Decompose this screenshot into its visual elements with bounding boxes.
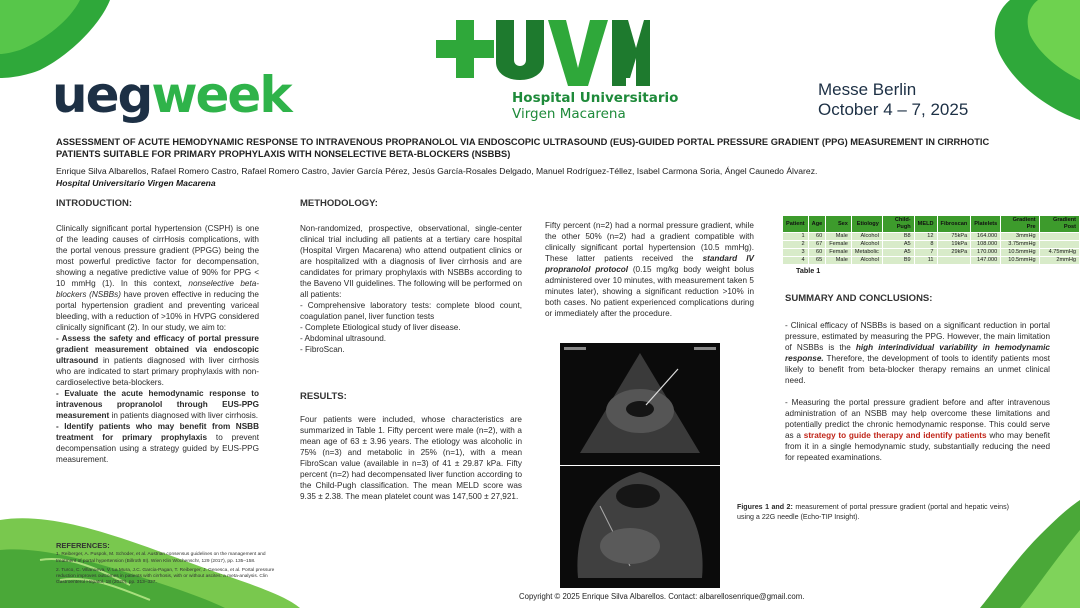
table-header: Patient: [783, 216, 809, 233]
table-header: Sex: [826, 216, 852, 233]
table-cell: 147.000: [971, 257, 1001, 265]
table-row: [783, 241, 1080, 249]
figure-1-ultrasound: [560, 343, 720, 465]
table-cell: 3: [783, 249, 809, 257]
summary-heading: SUMMARY AND CONCLUSIONS:: [785, 293, 933, 304]
event-venue: Messe Berlin: [818, 80, 917, 99]
poster-title: ASSESSMENT OF ACUTE HEMODYNAMIC RESPONSE TO INTRAVENOUS PROPRANOLOL VIA ENDOSCOPIC ULTRASOUND (EUS)-GUIDED PORTAL PRESSURE GRADIENT (PPG) MEASUREMENT IN CIRRHOTIC PATIENTS SUITABLE FOR PRIMARY PROPHYLAXIS WITH NONSELECTIVE BETA-BLOCKERS (NSBBS): [56, 137, 990, 159]
table-cell: Metabolic: [851, 249, 882, 257]
table-cell: 19kPa: [937, 241, 971, 249]
reference-1: 1. Reiberger, A. Puspok, M. Schoder, et al. Austrian consensus guidelines on the management and treatment of portal hypertension (Billroth III). Wien Klin Wochenschr, 129 (2017), pp. 135–158.: [56, 552, 266, 564]
table-cell: 3mmHg: [1001, 233, 1039, 241]
table-cell: Alcohol: [851, 241, 882, 249]
table-cell: Female: [826, 241, 852, 249]
table-header: Gradient Pre: [1001, 216, 1039, 233]
references: [56, 543, 276, 590]
summary-body: - Clinical efficacy of NSBBs is based on a significant reduction in portal pressure, estimated by measuring the PPG. However, the main limitation of NSBBs is the high interindividual variability in hemodynamic response. Therefore, the development of tools to identify patients most likely to benefit from beta-blocker therapy remains an unmet clinical need. - Measuring the portal pressure gradient before and after intravenous administration of an NSBB may help overcome these limitations and potentially predict the chronic hemodynamic response. This could serve as a strategy to guide therapy and identify patients who may benefit from it in a single hemodynamic study, substantially reducing the need for repeated examinations.: [785, 321, 1050, 462]
figure-2-ultrasound: [560, 466, 720, 588]
table-cell: Male: [826, 233, 852, 241]
table-header: Etiology: [851, 216, 882, 233]
table-header: MELD: [914, 216, 937, 233]
table-cell: 8: [914, 241, 937, 249]
table-caption: Table 1: [796, 266, 821, 275]
table-header: Platelets: [971, 216, 1001, 233]
poster-authors: Enrique Silva Albarellos, Rafael Romero Castro, Rafael Romero Castro, Javier García Pérez, Jesús García-Rosales Delgado, Manuel Rodríguez-Téllez, Isabel Carmona Soria, Ángel Caunedo Álvarez.: [56, 166, 818, 176]
table-cell: 10.5mmHg: [1001, 249, 1039, 257]
results-body-1: Four patients were included, whose characteristics are summarized in Table 1. Fifty percent were male (n=2), with a mean age of 63 ± 3.96 years. The etiology was alcoholic in 75% (n=3) and metabolic in 25% (n=1), with a mean FibroScan value (available in n=3) of 41 ± 29.87 kPa. Fifty percent (n=2) had decompensated liver function according to the Child-Pugh classification. The mean MELD score was 9.35 ± 2.38. The mean platelet count was 147,500 ± 27,921.: [300, 415, 522, 501]
table-cell: 7: [914, 249, 937, 257]
table-cell: Male: [826, 257, 852, 265]
table-cell: 29kPa: [937, 249, 971, 257]
table-row: [783, 257, 1080, 265]
hospital-name: [512, 90, 678, 122]
methodology-heading: METHODOLOGY:: [300, 198, 378, 209]
table-cell: 60: [808, 249, 826, 257]
week-logo-text: week: [151, 66, 291, 124]
table-cell: 4: [783, 257, 809, 265]
table-row: [783, 233, 1080, 241]
table-cell: 108.000: [971, 241, 1001, 249]
table-cell: B8: [882, 233, 914, 241]
results-body-2: Fifty percent (n=2) had a normal pressure gradient, while the other 50% (n=2) had a gradient compatible with clinically significant portal hypertension (10.5 mmHg). These latter patients received the standard IV propranolol protocol (0.15 mg/kg body weight bolus administered over 10 minutes, with measurement taken 5 minutes later), showing a significant reduction >10% in both cases. No patient experienced complications during or immediately after the procedure.: [545, 221, 754, 318]
table-row: [783, 249, 1080, 257]
table-cell: 10.5mmHg: [1001, 257, 1039, 265]
table-cell: A5: [882, 249, 914, 257]
table-cell: 1: [783, 233, 809, 241]
table-cell: 2: [783, 241, 809, 249]
table-1: [782, 215, 1080, 265]
table-cell: 3.75mmHg: [1001, 241, 1039, 249]
methodology-body: Non-randomized, prospective, observational, single-center clinical trial including all patients at a tertiary care hospital (Hospital Virgen Macarena) who attend outpatient clinics or are hospitalized with a diagnosis of liver cirrhosis and are candidates for primary prophylaxis with NSBBs according to the Baveno VII guidelines. The following will be performed on all patients: - Comprehensive laboratory tests: complete blood count, coagulation panel, liver function tests - Complete Etiological study of liver disease. - Abdominal ultrasound. - FibroScan.: [300, 224, 522, 354]
ueg-week-logo: [52, 66, 291, 124]
table-cell: 12: [914, 233, 937, 241]
event-dates: October 4 – 7, 2025: [818, 100, 969, 119]
reference-2: 2. Turco, C. Villanueva, V. La Mura, J.C. Garcia-Pagan, T. Reiberger, J. Genesca, et al. Portal pressure reduction improves outcomes in patients with cirrhosis, with or without ascites: a meta-analysis. Clin Gastroenterol Hepatol, 18 (2020), pp. 313–327.: [56, 567, 275, 586]
table-cell: Female: [826, 249, 852, 257]
results-heading: RESULTS:: [300, 391, 347, 402]
ueg-logo-text: ueg: [52, 66, 152, 124]
table-cell: 65: [808, 257, 826, 265]
table-header-row: [783, 216, 1080, 233]
table-cell: B9: [882, 257, 914, 265]
references-heading: REFERENCES:: [56, 541, 110, 550]
table-cell: Alcohol: [851, 233, 882, 241]
footer-copyright: Copyright © 2025 Enrique Silva Albarellos. Contact: albarellosenrique@gmail.com.: [519, 592, 805, 601]
table-header: Gradient Post: [1039, 216, 1079, 233]
table-cell: 2mmHg: [1039, 257, 1079, 265]
event-info: [818, 80, 968, 120]
table-cell: 60: [808, 233, 826, 241]
table-cell: 75kPa: [937, 233, 971, 241]
table-cell: 11: [914, 257, 937, 265]
figure-caption: Figures 1 and 2: measurement of portal pressure gradient (portal and hepatic veins) using a 22G needle (Echo-TIP Insight).: [737, 503, 1009, 521]
table-cell: 67: [808, 241, 826, 249]
table-cell: Alcohol: [851, 257, 882, 265]
table-cell: 4.75mmHg: [1039, 249, 1079, 257]
introduction-heading: INTRODUCTION:: [56, 198, 132, 209]
table-header: Age: [808, 216, 826, 233]
table-cell: [1039, 241, 1079, 249]
huvm-logo: [436, 18, 650, 90]
hospital-name-line2: Virgen Macarena: [512, 106, 626, 122]
table-header: Child-Pugh: [882, 216, 914, 233]
table-cell: 164.000: [971, 233, 1001, 241]
table-cell: [937, 257, 971, 265]
table-cell: [1039, 233, 1079, 241]
table-cell: 170.000: [971, 249, 1001, 257]
introduction-body: Clinically significant portal hypertension (CSPH) is one of the leading causes of cirrHosis complications, with the portal venous pressure gradient (PPGG) being the most powerful predictive factor for decompensation, showing a negative predictive value of 90% for PPG < 10 mmHg (1). In this context, nonselective beta-blockers (NSBBs) have proven effective in reducing the portal hypertension gradient and preventing variceal bleeding, with a reduction of >10% in HVPG considered clinically significant (2). In our study, we aim to: - Assess the safety and efficacy of portal pressure gradient measurement obtained via endoscopic ultrasound in patients diagnosed with liver cirrhosis who are indicated to start primary prophylaxis with non-cardioselective beta-blockers. - Evaluate the acute hemodynamic response to intravenous propranolol through EUS-PPG measurement in patients diagnosed with liver cirrhosis. - Identify patients who may benefit from NSBB treatment for primary prophylaxis to prevent decompensation using a strategy guided by EUS-PPG measurement.: [56, 224, 260, 464]
patient-table: [782, 215, 1080, 265]
table-header: Fibroscan: [937, 216, 971, 233]
table-cell: A5: [882, 241, 914, 249]
poster-affiliation: Hospital Universitario Virgen Macarena: [56, 178, 216, 188]
hospital-name-line1: Hospital Universitario: [512, 90, 679, 106]
